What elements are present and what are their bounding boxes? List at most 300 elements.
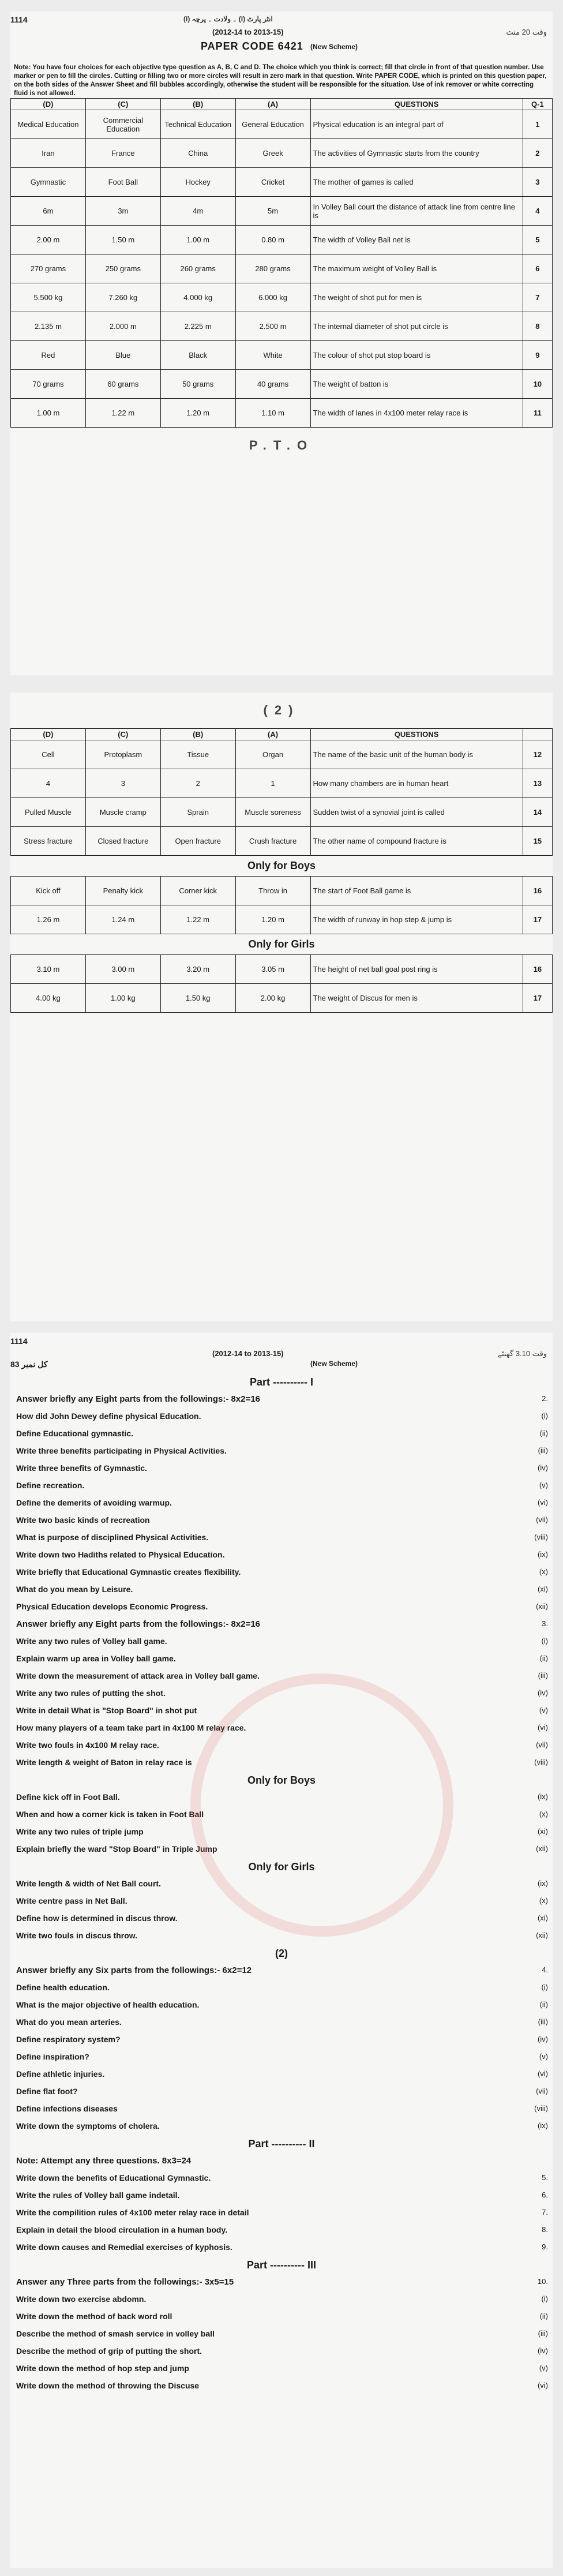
question-text: The width of lanes in 4x100 meter relay race is [310,399,523,428]
question-text: Write three benefits of Gymnastic. [16,1463,147,1473]
option-b: Tissue [160,740,235,769]
option-c: 3m [85,197,160,226]
option-d: 2.135 m [11,312,86,341]
question-text: Write down causes and Remedial exercises of kyphosis. [16,2242,232,2252]
objective-table-1-body [11,110,553,428]
option-d: 270 grams [11,254,86,283]
question-text: Write briefly that Educational Gymnastic creates flexibility. [16,1567,241,1577]
question-text: The mother of games is called [310,168,523,197]
question-line [10,2152,553,2170]
question-index: (v) [539,1481,548,1489]
option-b: Sprain [160,798,235,827]
question-text: Answer briefly any Eight parts from the followings:- 8x2=16 [16,1619,261,1629]
option-c: Muscle cramp [85,798,160,827]
question-line [10,2360,553,2377]
option-c: Penalty kick [85,877,160,905]
question-index: (vii) [536,2087,548,2095]
option-a: Crush fracture [235,827,310,856]
question-number: 4 [523,197,552,226]
option-a: General Education [235,110,310,139]
question-line [10,2049,553,2066]
col-b: (B) [160,99,235,110]
option-a: 280 grams [235,254,310,283]
table-header-row [11,99,553,110]
question-line [10,1962,553,1979]
question-line [10,1443,553,1460]
question-line [10,1650,553,1668]
question-index: (x) [539,1896,548,1905]
question-text: How many players of a team take part in 4x100 M relay race. [16,1723,246,1732]
option-c: 3.00 m [85,955,160,984]
question-text: Define infections diseases [16,2104,118,2113]
option-a: White [235,341,310,370]
question-line [10,2066,553,2083]
question-index: (ix) [537,1550,548,1559]
question-text: The activities of Gymnastic starts from the country [310,139,523,168]
option-c: 1.24 m [85,905,160,934]
question-text: Write two fouls in discus throw. [16,1931,138,1940]
option-a: 0.80 m [235,226,310,254]
option-c: Commercial Education [85,110,160,139]
subjective-header [10,1333,553,1373]
question-line [10,1460,553,1477]
question-text: Define health education. [16,1983,110,1992]
question-number: 10 [523,370,552,399]
question-number: 5 [523,226,552,254]
question-index: (ii) [539,2312,548,2320]
question-index: 7. [542,2208,548,2216]
question-text: Define recreation. [16,1481,85,1490]
question-line [10,1495,553,1512]
option-c: 60 grams [85,370,160,399]
option-a: 1.10 m [235,399,310,428]
question-index: (v) [539,2052,548,2061]
time-label: وقت 20 منٹ [506,28,547,36]
question-line [10,2377,553,2395]
col-a: (A) [235,729,310,740]
question-index: (ix) [537,1792,548,1801]
boys-section [11,856,553,877]
option-b: Black [160,341,235,370]
option-d: Stress fracture [11,827,86,856]
question-number: 17 [523,905,552,934]
question-number: 9 [523,341,552,370]
option-d: Red [11,341,86,370]
question-line [10,2222,553,2239]
option-a: 2.500 m [235,312,310,341]
option-b: 1.22 m [160,905,235,934]
question-row [11,197,553,226]
question-text: The width of runway in hop step & jump is [310,905,523,934]
table-header-row [11,729,553,740]
paper-title-urdu: انٹر پارٹ (I) ۔ ولادت ۔ پرچہ (I) [183,15,273,23]
question-line [10,1477,553,1495]
subjective-sheet [10,1333,553,2568]
question-text: Write down the method of throwing the Discuse [16,2381,200,2390]
question-text: What do you mean arteries. [16,2017,122,2027]
question-number: 13 [523,769,552,798]
question-index: (ix) [537,2121,548,2130]
col-a: (A) [235,99,310,110]
question-text: The colour of shot put stop board is [310,341,523,370]
question-text: Answer briefly any Eight parts from the followings:- 8x2=16 [16,1394,261,1404]
option-c: 2.000 m [85,312,160,341]
objective-sheet-2 [10,692,553,1321]
question-index: 2. [542,1394,548,1403]
question-text: Write down two Hadiths related to Physical Education. [16,1550,225,1559]
question-index: 9. [542,2242,548,2251]
question-number: 16 [523,877,552,905]
question-text: Explain warm up area in Volley ball game. [16,1654,176,1663]
question-text: The weight of shot put for men is [310,283,523,312]
col-number [523,729,552,740]
question-text: The height of net ball goal post ring is [310,955,523,984]
option-b: 50 grams [160,370,235,399]
question-line [10,2101,553,2118]
question-index: (vii) [536,1740,548,1749]
option-d: 4 [11,769,86,798]
question-index: (xii) [536,1844,548,1853]
question-row [11,312,553,341]
question-text: What is purpose of disciplined Physical Activities. [16,1533,209,1542]
option-d: 6m [11,197,86,226]
option-d: 5.500 kg [11,283,86,312]
question-line [10,1564,553,1581]
option-d: 1.00 m [11,399,86,428]
part-1-heading: Part ---------- I [250,1376,313,1388]
question-line [10,1997,553,2014]
option-c: 250 grams [85,254,160,283]
question-index: (vii) [536,1515,548,1524]
question-row [11,798,553,827]
question-row [11,370,553,399]
question-row [11,905,553,934]
question-line [10,2204,553,2222]
question-line [10,1529,553,1547]
marks-label: کل نمبر 83 [10,1360,48,1369]
question-index: (vi) [537,2069,548,2078]
question-row [11,254,553,283]
option-b: Open fracture [160,827,235,856]
question-index: (iii) [538,1671,548,1680]
question-text: Write the rules of Volley ball game indetail. [16,2191,180,2200]
option-c: Blue [85,341,160,370]
question-number: 11 [523,399,552,428]
question-line [10,1391,553,1408]
question-index: (xi) [537,1585,548,1593]
question-row [11,877,553,905]
question-index: 4. [542,1965,548,1974]
part-2-heading: Part ---------- II [248,2138,315,2150]
question-text: Sudden twist of a synovial joint is called [310,798,523,827]
question-text: Note: Attempt any three questions. 8x3=24 [16,2156,192,2166]
option-a: 5m [235,197,310,226]
option-a: 6.000 kg [235,283,310,312]
girls-heading: Only for Girls [248,1861,315,1873]
question-number: 1 [523,110,552,139]
question-text: What do you mean by Leisure. [16,1585,133,1594]
paper-code: PAPER CODE 6421 [201,40,303,52]
question-index: (iv) [537,2035,548,2043]
option-b: 260 grams [160,254,235,283]
option-d: 70 grams [11,370,86,399]
question-index: (x) [539,1810,548,1818]
option-a: 2.00 kg [235,984,310,1013]
option-b: 4.000 kg [160,283,235,312]
question-index: 3. [542,1619,548,1628]
question-text: The name of the basic unit of the human body is [310,740,523,769]
question-row [11,955,553,984]
question-index: (vi) [537,2381,548,2390]
part-3-heading: Part ---------- III [247,2259,316,2271]
question-line [10,1547,553,1564]
question-text: Write centre pass in Net Ball. [16,1896,127,1905]
question-index: (i) [541,2294,548,2303]
col-c: (C) [85,729,160,740]
option-b: 1.50 kg [160,984,235,1013]
option-a: 1.20 m [235,905,310,934]
girls-section-label: Only for Girls [248,938,315,950]
col-b: (B) [160,729,235,740]
col-d: (D) [11,99,86,110]
question-number: 12 [523,740,552,769]
question-text: In Volley Ball court the distance of attack line from centre line is [310,197,523,226]
question-index: (ii) [539,2000,548,2009]
question-number: 2 [523,139,552,168]
option-a: 40 grams [235,370,310,399]
question-number: 15 [523,827,552,856]
question-line [10,1633,553,1650]
question-row [11,168,553,197]
option-a: Organ [235,740,310,769]
option-d: Kick off [11,877,86,905]
question-line [10,2170,553,2187]
question-line [10,2326,553,2343]
question-row [11,110,553,139]
question-text: The weight of Discus for men is [310,984,523,1013]
col-c: (C) [85,99,160,110]
scheme-label: (New Scheme) [310,1360,358,1368]
question-text: Write two basic kinds of recreation [16,1515,150,1525]
question-text: Write three benefits participating in Physical Activities. [16,1446,227,1455]
question-number: 8 [523,312,552,341]
question-line [10,2308,553,2326]
question-text: When and how a corner kick is taken in Foot Ball [16,1810,204,1819]
question-text: The maximum weight of Volley Ball is [310,254,523,283]
question-row [11,226,553,254]
question-text: Write in detail What is "Stop Board" in shot put [16,1706,197,1715]
option-c: Protoplasm [85,740,160,769]
option-a: Throw in [235,877,310,905]
question-index: (xi) [537,1827,548,1836]
question-index: (v) [539,1706,548,1714]
question-text: Explain briefly the ward "Stop Board" in Triple Jump [16,1844,217,1854]
col-questions: QUESTIONS [310,729,523,740]
question-text: Define athletic injuries. [16,2069,105,2079]
question-text: Define Educational gymnastic. [16,1429,134,1438]
question-line [10,1512,553,1529]
option-b: China [160,139,235,168]
question-index: (viii) [534,2104,548,2113]
question-number: 16 [523,955,552,984]
question-text: Define respiratory system? [16,2035,121,2044]
question-index: (v) [539,2364,548,2372]
question-index: (iv) [537,1463,548,1472]
option-c: Closed fracture [85,827,160,856]
question-index: (viii) [534,1533,548,1541]
instructions: Note: You have four choices for each objective type question as A, B, C and D. The choice which you think is correct; fill that circle in front of that question number. Use marker or pen to fill the circles. Cutting or filling two or more circles will result in zero mark in that question. Write PAPER CODE, which is printed on this question paper, on the both sides of the Answer Sheet and fill bubbles accordingly, otherwise the student will be responsible for the situation. Use of ink remover or white correcting fluid is not allowed. [14,64,547,97]
question-line [10,2274,553,2291]
question-text: Describe the method of smash service in volley ball [16,2329,215,2338]
question-number: 17 [523,984,552,1013]
question-index: (iii) [538,2329,548,2338]
question-index: (i) [541,1411,548,1420]
question-text: Define inspiration? [16,2052,89,2061]
question-text: Write length & weight of Baton in relay race is [16,1758,192,1767]
question-index: (ix) [537,1879,548,1888]
objective-table-2 [10,728,553,1013]
option-b: Technical Education [160,110,235,139]
question-text: Answer any Three parts from the followings:- 3x5=15 [16,2277,234,2287]
question-index: (xii) [536,1602,548,1611]
question-index: 8. [542,2225,548,2234]
pto-label: P.T.O [249,438,314,452]
option-a: Cricket [235,168,310,197]
option-b: 2.225 m [160,312,235,341]
question-line [10,2118,553,2135]
question-line [10,1408,553,1425]
girls-section [11,934,553,955]
question-text: Write two fouls in 4x100 M relay race. [16,1740,159,1750]
objective-sheet-1 [10,12,553,675]
question-row [11,399,553,428]
question-text: Physical education is an integral part of [310,110,523,139]
option-b: 1.20 m [160,399,235,428]
question-index: (iii) [538,1446,548,1455]
question-index: (viii) [534,1758,548,1766]
question-text: Write the compilition rules of 4x100 meter relay race in detail [16,2208,249,2217]
question-text: The internal diameter of shot put circle is [310,312,523,341]
objective-table-2-body [11,740,553,1013]
scheme-label: (New Scheme) [310,43,358,51]
question-line [10,2031,553,2049]
question-index: (i) [541,1983,548,1991]
question-number: 14 [523,798,552,827]
question-text: Describe the method of grip of putting the short. [16,2346,202,2356]
option-d: Gymnastic [11,168,86,197]
question-line [10,1598,553,1616]
option-c: Foot Ball [85,168,160,197]
question-text: Write down two exercise abdomn. [16,2294,147,2304]
option-c: 7.260 kg [85,283,160,312]
col-number: Q-1 [523,99,552,110]
option-b: 1.00 m [160,226,235,254]
question-number: 7 [523,283,552,312]
question-text: Write down the method of hop step and jump [16,2364,189,2373]
option-a: 3.05 m [235,955,310,984]
question-text: Write any two rules of Volley ball game. [16,1637,167,1646]
option-d: 4.00 kg [11,984,86,1013]
question-text: The width of Volley Ball net is [310,226,523,254]
question-number: 3 [523,168,552,197]
question-line [10,2291,553,2308]
option-d: 2.00 m [11,226,86,254]
boys-heading: Only for Boys [247,1774,316,1786]
question-text: How many chambers are in human heart [310,769,523,798]
question-line [10,1581,553,1598]
page-number: (2) [263,703,300,717]
question-text: The weight of batton is [310,370,523,399]
question-row [11,769,553,798]
question-text: What is the major objective of health education. [16,2000,200,2009]
question-index: (iv) [537,2346,548,2355]
question-line [10,2239,553,2256]
option-d: Pulled Muscle [11,798,86,827]
question-line [10,2343,553,2360]
question-text: Write down the symptoms of cholera. [16,2121,160,2131]
question-text: Define flat foot? [16,2087,78,2096]
paper-header [10,12,553,63]
question-index: (vi) [537,1723,548,1732]
option-b: 3.20 m [160,955,235,984]
option-a: Muscle soreness [235,798,310,827]
option-b: Hockey [160,168,235,197]
option-d: Cell [11,740,86,769]
question-index: (ii) [539,1654,548,1663]
question-text: The start of Foot Ball game is [310,877,523,905]
question-text: Write down the measurement of attack area in Volley ball game. [16,1671,260,1680]
question-text: Physical Education develops Economic Progress. [16,1602,208,1611]
question-index: (iii) [538,2017,548,2026]
option-d: 1.26 m [11,905,86,934]
question-line [10,1425,553,1443]
question-text: Write down the benefits of Educational Gymnastic. [16,2173,211,2182]
option-b: 4m [160,197,235,226]
question-row [11,283,553,312]
question-text: Define how is determined in discus throw. [16,1914,178,1923]
question-row [11,740,553,769]
question-text: The other name of compound fracture is [310,827,523,856]
objective-table-1 [10,98,553,428]
question-index: (ii) [539,1429,548,1437]
question-index: (iv) [537,1688,548,1697]
question-line [10,1979,553,1997]
option-c: 3 [85,769,160,798]
option-d: 3.10 m [11,955,86,984]
question-index: (xii) [536,1931,548,1940]
session-label: (2012-14 to 2013-15) [212,1349,284,1358]
question-index: (vi) [537,1498,548,1507]
question-index: (i) [541,1637,548,1645]
question-row [11,341,553,370]
option-a: 1 [235,769,310,798]
question-index: (x) [539,1567,548,1576]
option-c: France [85,139,160,168]
page-2-heading: (2) [275,1948,288,1959]
question-text: Explain in detail the blood circulation in a human body. [16,2225,228,2234]
question-row [11,827,553,856]
option-b: 2 [160,769,235,798]
question-text: Define the demerits of avoiding warmup. [16,1498,172,1507]
question-text: Define kick off in Foot Ball. [16,1792,120,1802]
option-c: 1.50 m [85,226,160,254]
col-d: (D) [11,729,86,740]
question-line [10,2083,553,2101]
session-label: (2012-14 to 2013-15) [212,28,284,36]
option-d: Medical Education [11,110,86,139]
paper-number: 1114 [10,15,28,24]
question-text: Write any two rules of putting the shot. [16,1688,166,1698]
